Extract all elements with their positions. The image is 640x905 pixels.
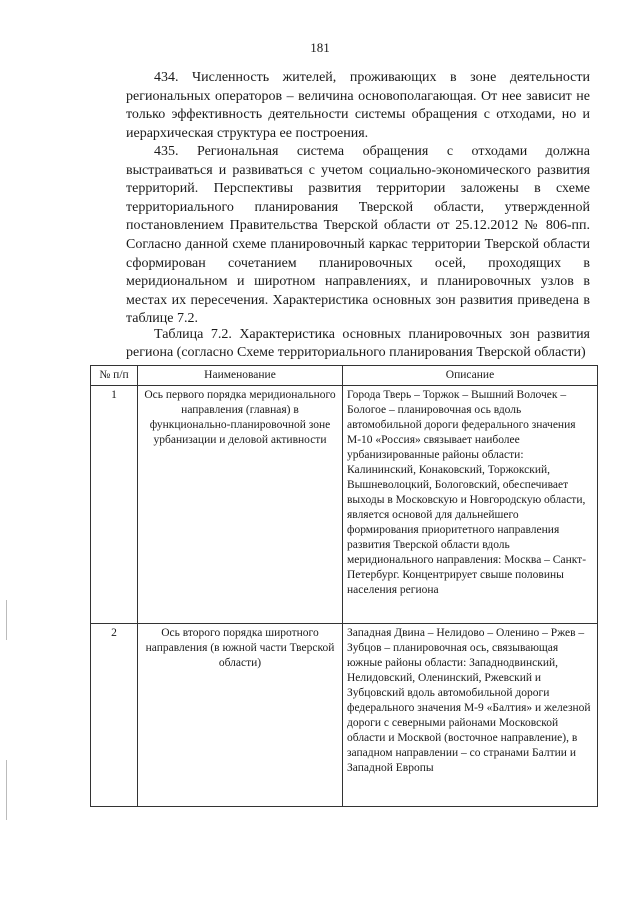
paragraph-434: [126, 69, 590, 143]
planning-zones-table: [90, 365, 598, 807]
row-number: 1: [91, 386, 138, 624]
table-row: [91, 624, 598, 807]
header-number: № п/п: [91, 366, 138, 386]
row-description: Города Тверь – Торжок – Вышний Волочек – Бологое – планировочная ось вдоль автомобильной дороги федерального значения М-10 «Россия» связывает наиболее урбанизированные районы области: Калининский, Конаковский, Торжокский, Вышневолоцкий, Бологовский, обеспечивает выходы в Московскую и Новгородскую области, является основой для дальнейшего формирования приоритетного направления развития Тверской области вдоль меридионального направления: Москва – Санкт-Петербург. Концентрирует свыше половины населения региона: [343, 386, 598, 624]
row-number: 2: [91, 624, 138, 807]
page-number: 181: [310, 40, 330, 55]
table-row: [91, 386, 598, 624]
scan-margin-mark: [6, 600, 7, 640]
paragraph-text: 434. Численность жителей, проживающих в зоне деятельности региональных операторов – величина основополагающая. От нее зависит не только эффективность деятельности системы обращения с отходами, но и иерархическая структура ее построения.: [126, 70, 590, 141]
paragraph-text: 435. Региональная система обращения с отходами должна выстраиваться и развиваться с учетом социально-экономического развития территорий. Перспективы развития территории заложены в схеме территориального планирования Тверской области, утвержденной постановлением Правительства Тверской области от 25.12.2012 № 806-пп. Согласно данной схеме планировочный каркас территории Тверской области сформирован сочетанием планировочных осей, проходящих в меридиональном и широтном направлениях, и планировочных узлов в местах их пересечения. Характеристика основных зон развития приведена в таблице 7.2.: [126, 144, 590, 327]
table-caption: Таблица 7.2. Характеристика основных планировочных зон развития региона (согласно Схеме территориального планирования Тверской области): [126, 327, 590, 360]
header-name: Наименование: [138, 366, 343, 386]
header-description: Описание: [343, 366, 598, 386]
table-header-row: [91, 366, 598, 386]
row-name: Ось первого порядка меридионального направления (главная) в функционально-планировочной зоне урбанизации и деловой активности: [138, 386, 343, 624]
row-name: Ось второго порядка широтного направления (в южной части Тверской области): [138, 624, 343, 807]
paragraph-435: [126, 143, 590, 329]
row-description: Западная Двина – Нелидово – Оленино – Ржев – Зубцов – планировочная ось, связывающая южные районы области: Западнодвинский, Нелидовский, Оленинский, Ржевский и Зубцовский вдоль автомобильной дороги федерального значения М-9 «Балтия» и железной дороги с северными районами Московской области и Москвой (восточное направление), в западном направлении – со странами Балтии и Западной Европы: [343, 624, 598, 807]
scan-margin-mark: [6, 760, 7, 820]
